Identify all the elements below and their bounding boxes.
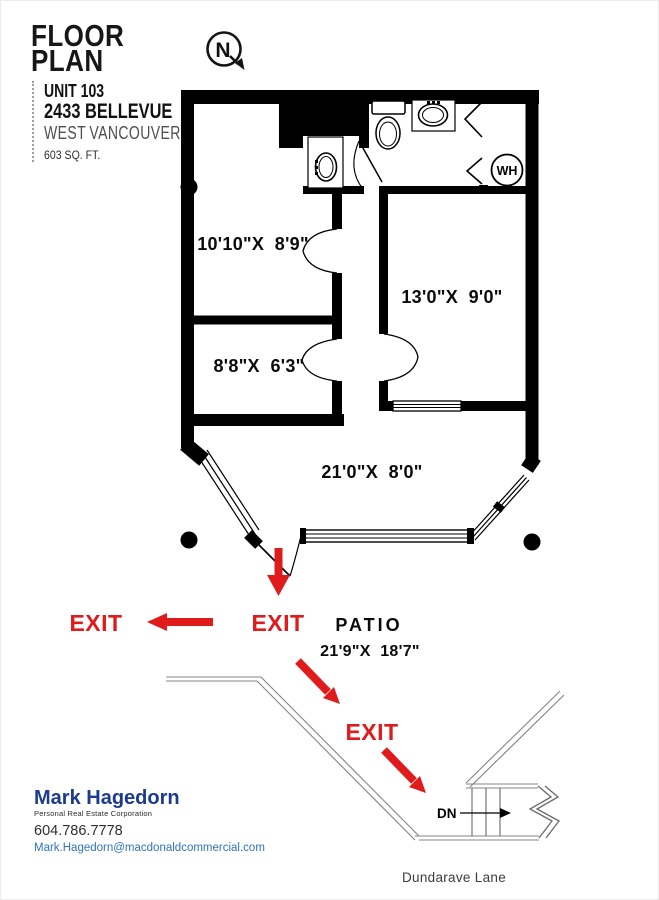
agent-name: Mark Hagedorn [34,787,180,809]
patio-dims-label: 21'9"X 18'7" [320,643,420,660]
bay-window-left [199,450,259,545]
bay-window-bottom [300,528,474,544]
brand-line2: PLAN [31,43,104,78]
agent-phone: 604.786.7778 [34,823,123,839]
exit-label-center: EXIT [251,610,305,636]
room-label-bedroom-left: 10'10"X 8'9" [197,234,309,254]
floor-plan-canvas [1,1,659,900]
area-label: 603 SQ. FT. [44,148,101,162]
room-label-living: 21'0"X 8'0" [321,462,423,482]
exit-label-left: EXIT [69,610,123,636]
bathroom-sink [412,100,455,131]
water-heater-label: WH [496,164,518,178]
vanity-sink [308,137,343,188]
stairs-down-label: DN [437,806,457,821]
city-label: WEST VANCOUVER [44,123,181,143]
north-compass-icon [208,33,245,71]
exit-arrow-diagonal-lower [384,750,426,793]
stairs [472,786,559,838]
agent-email: Mark.Hagedorn@macdonaldcommercial.com [34,842,265,854]
street-label: Dundarave Lane [401,870,507,885]
water-heater [492,155,523,186]
agent-card [34,787,265,854]
interior-window [393,401,461,411]
room-label-bedroom-right: 13'0"X 9'0" [401,287,503,307]
brand-line1: FLOOR [31,18,125,53]
address-label: 2433 BELLEVUE [44,100,173,123]
patio-label: PATIO [335,615,403,635]
outer-walls [181,93,539,469]
exit-arrow-diagonal-upper [298,661,340,704]
unit-label: UNIT 103 [44,81,105,101]
bay-window-right [470,475,529,540]
compass-n-label: N [215,39,231,62]
stairs-direction-arrow [500,808,511,818]
exit-label-lower: EXIT [345,719,399,745]
closet-bifold-doors [465,102,482,184]
agent-title: Personal Real Estate Corporation [34,809,153,818]
room-label-den: 8'8"X 6'3" [213,356,305,376]
exit-arrow-left [147,613,213,631]
toilet [372,101,405,149]
exit-arrows [147,548,426,793]
